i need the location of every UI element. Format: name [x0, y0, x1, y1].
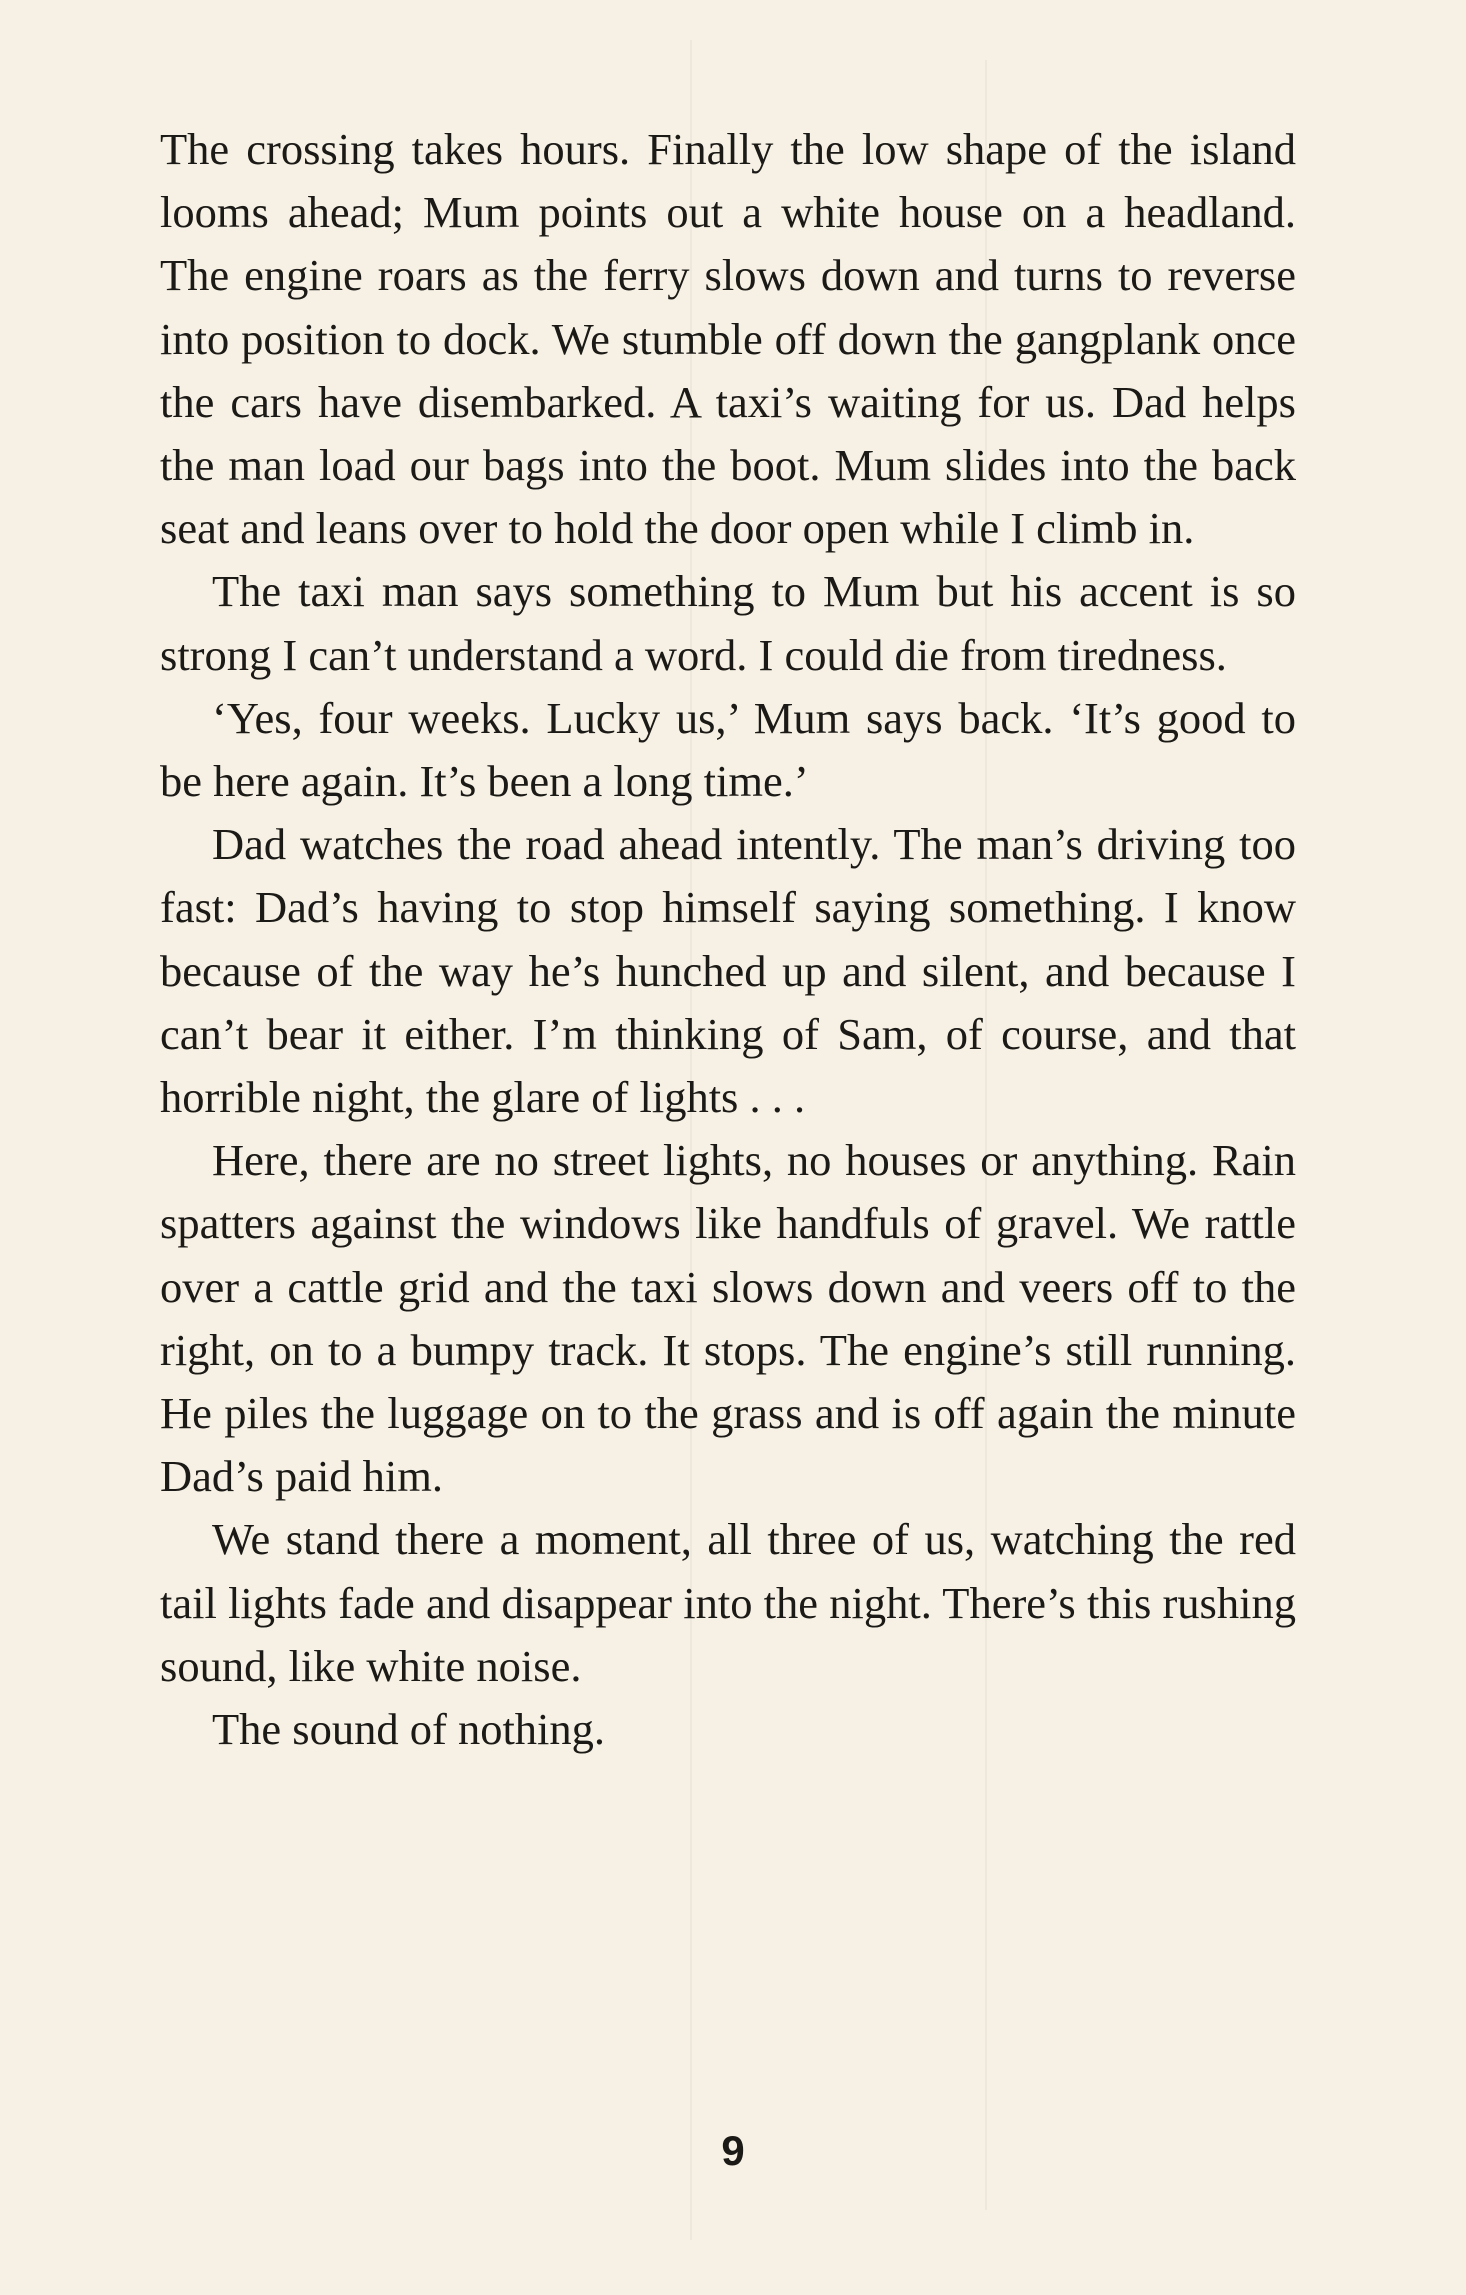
- page-number: 9: [721, 2127, 745, 2174]
- paragraph: The taxi man says something to Mum but his accent is so strong I can’t understand a word. I could die from tiredness.: [160, 566, 1296, 680]
- paragraph: The crossing takes hours. Finally the low shape of the island looms ahead; Mum points out a white house on a headland. The engine roars as the ferry slows down and turns to reverse into position to dock. We stumble off down the gangplank once the cars have disembarked. A taxi’s waiting for us. Dad helps the man load our bags into the boot. Mum slides into the back seat and leans over to hold the door open while I climb in.: [160, 124, 1296, 554]
- paragraph: Here, there are no street lights, no houses or anything. Rain spatters against the windows like handfuls of gravel. We rattle over a cattle grid and the taxi slows down and veers off to the right, on to a bumpy track. It stops. The engine’s still running. He piles the luggage on to the grass and is off again the minute Dad’s paid him.: [160, 1135, 1296, 1502]
- paragraph: Dad watches the road ahead intently. The man’s driving too fast: Dad’s having to stop himself saying something. I know because of the way he’s hunched up and silent, and because I can’t bear it either. I’m thinking of Sam, of course, and that horrible night, the glare of lights . . .: [160, 819, 1296, 1123]
- paragraph: ‘Yes, four weeks. Lucky us,’ Mum says back. ‘It’s good to be here again. It’s been a long time.’: [160, 692, 1296, 807]
- paragraph: We stand there a moment, all three of us, watching the red tail lights fade and disappear into the night. There’s this rushing sound, like white noise.: [160, 1514, 1296, 1691]
- body-text: [160, 118, 1296, 1761]
- paragraph: The sound of nothing.: [212, 1704, 606, 1755]
